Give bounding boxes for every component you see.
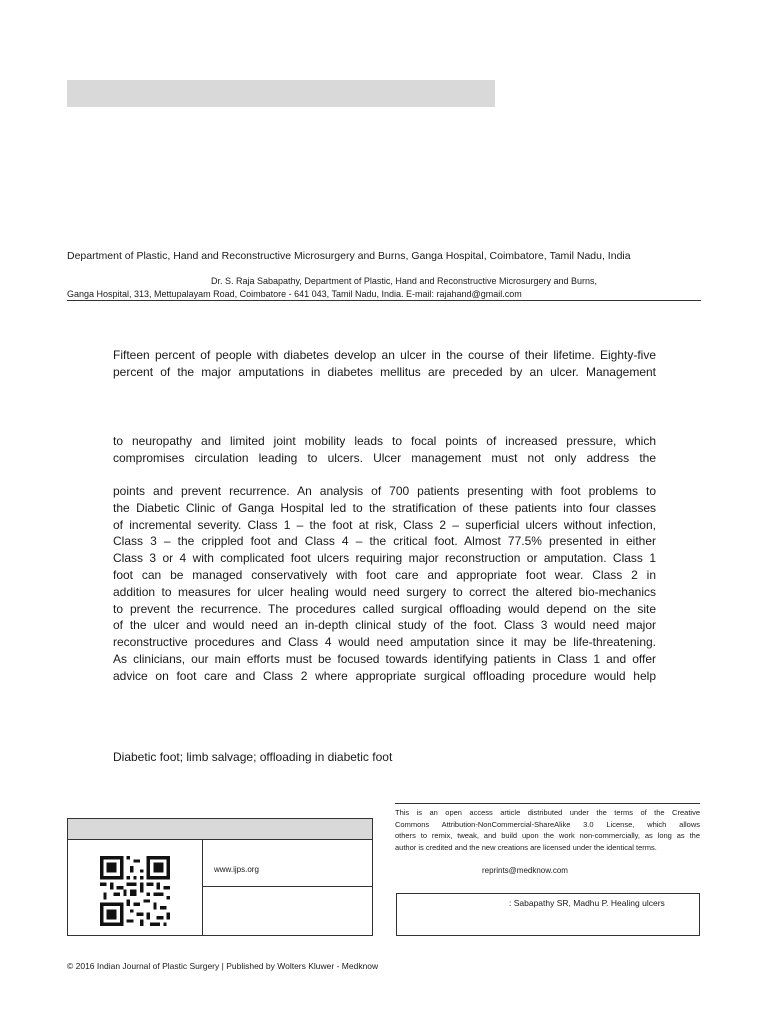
abstract-line: points and prevent recurrence. An analysis of 700 patients presenting with foot problems to (113, 484, 656, 498)
abstract-line: foot can be managed conservatively with foot care and appropriate foot wear. Class 2 in (113, 567, 656, 582)
abstract-paragraph-2 (113, 433, 656, 467)
access-box-header (68, 819, 372, 840)
abstract-line: compromises circulation leading to ulcers. Ulcer management must not only address the (113, 450, 656, 465)
correspondence-line-2: Ganga Hospital, 313, Mettupalayam Road, Coimbatore - 641 043, Tamil Nadu, India. E-mail: rajahand@gmail.com (67, 289, 522, 299)
license-divider (395, 803, 700, 804)
abstract-paragraph-3 (113, 483, 656, 685)
abstract-line: the Diabetic Clinic of Ganga Hospital led to the stratification of these patients into four classes (113, 500, 656, 515)
abstract-line: As clinicians, our main efforts must be focused towards identifying patients in Class 1 and offer (113, 651, 656, 666)
abstract-line: to neuropathy and limited joint mobility leads to focal points of increased pressure, which (113, 434, 656, 448)
abstract-line: advice on foot care and Class 2 where appropriate surgical offloading procedure would help (113, 668, 656, 683)
abstract-paragraph-1 (113, 347, 656, 381)
header-divider (67, 300, 701, 301)
license-notice (395, 807, 700, 853)
abstract-line: percent of the major amputations in diabetes mellitus are preceded by an ulcer. Management (113, 364, 656, 379)
abstract-line: reconstructive procedures and Class 4 would need amputation since it may be life-threatening. (113, 635, 656, 650)
license-line: Commons Attribution-NonCommercial-ShareAlike 3.0 License, which allows (395, 819, 700, 829)
website-link[interactable]: www.ijps.org (214, 865, 259, 874)
abstract-line: to prevent the recurrence. The procedures called surgical offloading would depend on the site (113, 601, 656, 616)
abstract-line: of the ulcer and would need an in-depth clinical study of the foot. Class 3 would need major (113, 618, 656, 633)
correspondence-line-1: Dr. S. Raja Sabapathy, Department of Plastic, Hand and Reconstructive Microsurgery and Burns, (211, 276, 598, 286)
citation-text: : Sabapathy SR, Madhu P. Healing ulcers (509, 898, 665, 908)
abstract-line: Class 3 or 4 with complicated foot ulcers requiring major reconstruction or amputation. Class 1 (113, 551, 656, 566)
abstract-line: Fifteen percent of people with diabetes develop an ulcer in the course of their lifetime. Eighty-five (113, 348, 656, 362)
qr-code-icon[interactable] (100, 856, 170, 926)
citation-box (396, 893, 700, 936)
reprints-email[interactable]: reprints@medknow.com (482, 866, 568, 875)
license-line: This is an open access article distributed under the terms of the Creative (395, 808, 700, 817)
abstract-line: Class 3 – the crippled foot and Class 4 – the critical foot. Almost 77.5% presented in either (113, 534, 656, 549)
keywords: Diabetic foot; limb salvage; offloading in diabetic foot (113, 750, 393, 764)
license-line: author is credited and the new creations are licensed under the identical terms. (395, 842, 657, 852)
affiliation: Department of Plastic, Hand and Reconstructive Microsurgery and Burns, Ganga Hospital, Coimbatore, Tamil Nadu, India (67, 250, 631, 262)
abstract-line: addition to measures for ulcer healing would need surgery to correct the altered bio-mechanics (113, 584, 656, 599)
title-placeholder-bar (67, 80, 495, 107)
abstract-line: of incremental severity. Class 1 – the foot at risk, Class 2 – superficial ulcers without infection, (113, 517, 656, 532)
article-access-box (67, 818, 373, 936)
access-box-divider (202, 839, 203, 935)
footer-copyright: © 2016 Indian Journal of Plastic Surgery | Published by Wolters Kluwer - Medknow (67, 961, 379, 971)
access-box-divider (203, 886, 372, 887)
license-line: others to remix, tweak, and build upon the work non-commercially, as long as the (395, 831, 700, 841)
